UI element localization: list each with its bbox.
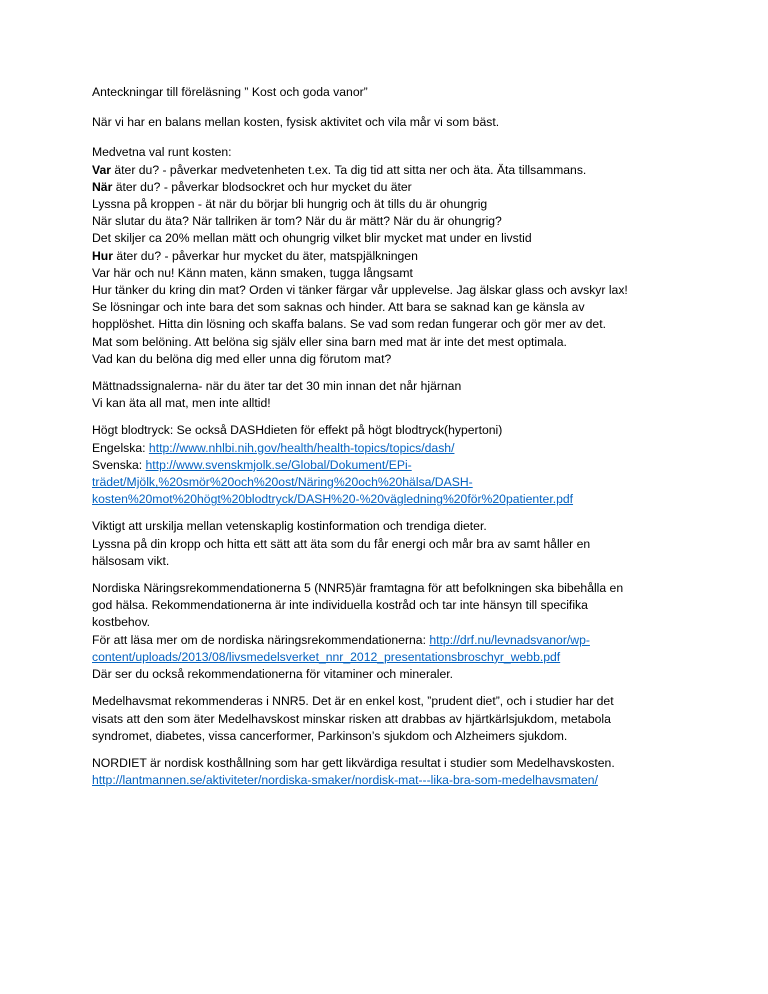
text-line: Vad kan du belöna dig med eller unna dig förutom mat? xyxy=(92,351,392,366)
text-line: Det skiljer ca 20% mellan mätt och ohungrig vilket blir mycket mat under en livstid xyxy=(92,231,532,246)
text-line: syndromet, diabetes, vissa cancerformer, Parkinson’s sjukdom och Alzheimers sjukdom. xyxy=(92,728,568,743)
nordiet-link[interactable]: http://lantmannen.se/aktiviteter/nordiska-smaker/nordisk-mat---lika-bra-som-medelhavsmaten/ xyxy=(92,773,598,788)
text-line xyxy=(92,772,682,789)
section-mediterranean xyxy=(92,693,682,745)
link-label: Engelska: xyxy=(92,440,149,455)
text-line: Mättnadssignalerna- när du äter tar det 30 min innan det når hjärnan xyxy=(92,379,462,394)
text-line: Hur tänker du kring din mat? Orden vi tänker färgar vår upplevelse. Jag älskar glass och avskyr lax! xyxy=(92,283,628,298)
section-satiety xyxy=(92,378,682,412)
bold-keyword: Hur xyxy=(92,248,113,263)
text-span: äter du? - påverkar blodsockret och hur mycket du äter xyxy=(112,179,412,194)
text-line: Högt blodtryck: Se också DASHdieten för effekt på högt blodtryck(hypertoni) xyxy=(92,423,503,438)
text-line xyxy=(92,632,682,649)
text-line: När slutar du äta? När tallriken är tom? När du är mätt? När du är ohungrig? xyxy=(92,214,502,229)
text-line xyxy=(92,179,682,196)
text-line xyxy=(92,649,682,666)
text-line xyxy=(92,248,682,265)
text-line: NORDIET är nordisk kosthållning som har gett likvärdiga resultat i studier som Medelhavskosten. xyxy=(92,755,615,770)
text-line: hälsosam vikt. xyxy=(92,553,170,568)
text-line xyxy=(92,162,682,179)
intro-paragraph: När vi har en balans mellan kosten, fysisk aktivitet och vila mår vi som bäst. xyxy=(92,115,500,130)
section-nordiet xyxy=(92,755,682,789)
section-science-vs-trends xyxy=(92,518,682,570)
text-line: Där ser du också rekommendationerna för vitaminer och mineraler. xyxy=(92,667,454,682)
text-line: Var här och nu! Känn maten, känn smaken, tugga långsamt xyxy=(92,265,413,280)
document-title: Anteckningar till föreläsning ” Kost och goda vanor” xyxy=(92,85,368,99)
text-line: Mat som belöning. Att belöna sig själv eller sina barn med mat är inte det mest optimala. xyxy=(92,334,567,349)
nnr-link[interactable]: content/uploads/2013/08/livsmedelsverket_nnr_2012_presentationsbroschyr_webb.pdf xyxy=(92,649,561,664)
text-line: god hälsa. Rekommendationerna är inte individuella kostråd och tar inte hänsyn till specifika xyxy=(92,598,588,613)
text-line: Lyssna på din kropp och hitta ett sätt att äta som du får energi och mår bra av samt håller en xyxy=(92,536,591,551)
link-label: Svenska: xyxy=(92,457,146,472)
text-line: Vi kan äta all mat, men inte alltid! xyxy=(92,396,271,411)
text-line: Nordiska Näringsrekommendationerna 5 (NNR5)är framtagna för att befolkningen ska bibehålla en xyxy=(92,581,624,596)
text-line xyxy=(92,491,682,508)
dash-swedish-link[interactable]: http://www.svenskmjolk.se/Global/Dokument/EPi- xyxy=(145,457,412,472)
bold-keyword: När xyxy=(92,179,113,194)
text-line: kostbehov. xyxy=(92,615,151,630)
text-line xyxy=(92,474,682,491)
text-span: För att läsa mer om de nordiska näringsrekommendationerna: xyxy=(92,632,430,647)
section-conscious-choices xyxy=(92,144,682,368)
section-nnr5 xyxy=(92,580,682,683)
text-line xyxy=(92,440,682,457)
dash-english-link[interactable]: http://www.nhlbi.nih.gov/health/health-topics/topics/dash/ xyxy=(148,440,455,455)
text-span: äter du? - påverkar medvetenheten t.ex. Ta dig tid att sitta ner och äta. Äta tillsammans. xyxy=(110,162,587,177)
dash-swedish-link[interactable]: trädet/Mjölk,%20smör%20och%20ost/Näring%20och%20hälsa/DASH- xyxy=(92,475,473,490)
text-line: Se lösningar och inte bara det som saknas och hinder. Att bara se saknad kan ge känsla av xyxy=(92,300,585,315)
text-line: Medelhavsmat rekommenderas i NNR5. Det är en enkel kost, ”prudent diet”, och i studier har det xyxy=(92,694,614,709)
text-span: äter du? - påverkar hur mycket du äter, matspjälkningen xyxy=(113,248,418,263)
bold-keyword: Var xyxy=(92,162,111,177)
section-heading: Medvetna val runt kosten: xyxy=(92,145,232,160)
nnr-link[interactable]: http://drf.nu/levnadsvanor/wp- xyxy=(429,632,590,647)
document-body xyxy=(92,84,682,789)
text-line: visats att den som äter Medelhavskost minskar risken att drabbas av hjärtkärlsjukdom, metabola xyxy=(92,711,611,726)
text-line: hopplöshet. Hitta din lösning och skaffa balans. Se vad som redan fungerar och gör mer av det. xyxy=(92,317,606,332)
dash-swedish-link[interactable]: kosten%20mot%20högt%20blodtryck/DASH%20-%20vägledning%20för%20patienter.pdf xyxy=(92,492,574,507)
text-line: Lyssna på kroppen - ät när du börjar bli hungrig och ät tills du är ohungrig xyxy=(92,197,488,212)
text-line xyxy=(92,457,682,474)
section-blood-pressure xyxy=(92,422,682,508)
text-line: Viktigt att urskilja mellan vetenskaplig kostinformation och trendiga dieter. xyxy=(92,519,487,534)
